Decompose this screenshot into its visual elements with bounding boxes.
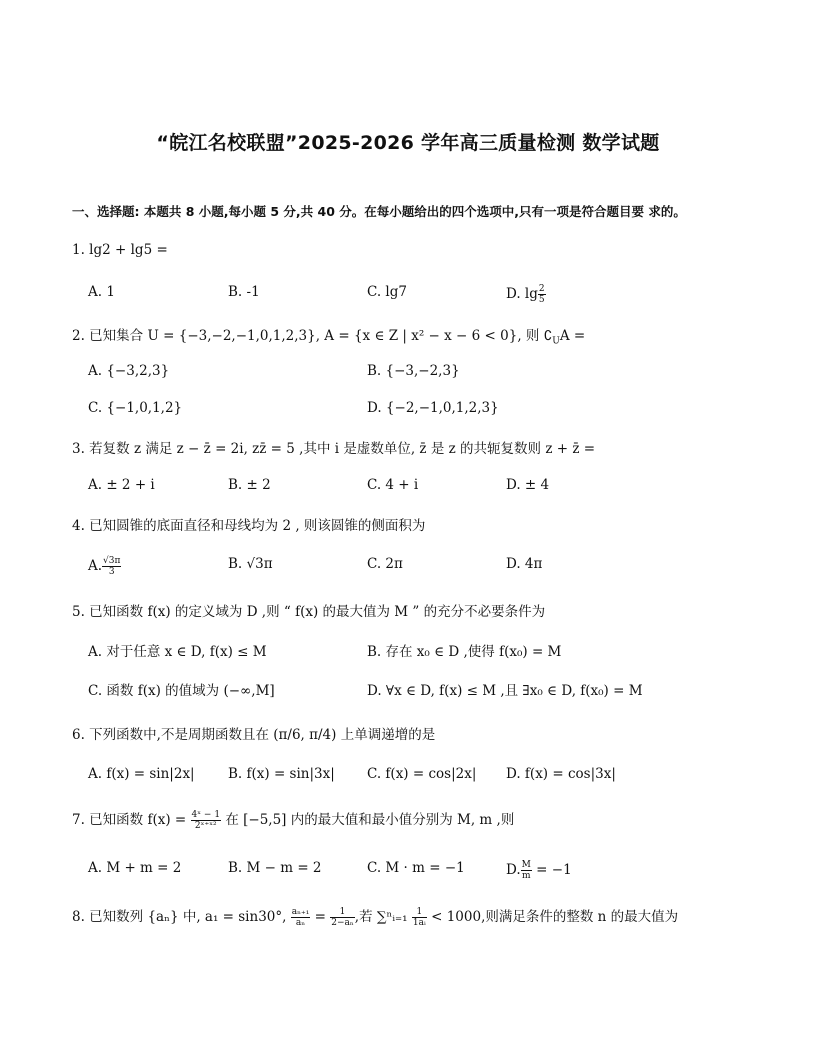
question-3-options — [88, 477, 768, 499]
section-heading: 一、选择题: 本题共 8 小题,每小题 5 分,共 40 分。在每小题给出的四个选项中,只有一项是符合题目要 求的。 — [72, 204, 686, 219]
q4-option-c: C. 2π — [367, 556, 403, 572]
question-5-options-row-1 — [88, 640, 768, 662]
question-3-stem: 3. 若复数 z 满足 z − z̄ = 2i, zz̄ = 5 ,其中 i 是虚数单位, z̄ 是 z 的共轭复数则 z + z̄ = — [72, 441, 596, 457]
question-2-options-row-2 — [88, 400, 768, 422]
question-5-stem: 5. 已知函数 f(x) 的定义域为 D ,则 “ f(x) 的最大值为 M ” 的充分不必要条件为 — [72, 604, 546, 620]
question-5-options-row-2 — [88, 679, 768, 701]
q6-option-c: C. f(x) = cos|2x| — [367, 766, 477, 782]
q6-option-b: B. f(x) = sin|3x| — [228, 766, 335, 782]
question-6-options — [88, 766, 768, 788]
question-4-options — [88, 556, 768, 578]
q5-option-d: D. ∀x ∈ D, f(x) ≤ M ,且 ∃x₀ ∈ D, f(x₀) = M — [367, 683, 643, 699]
q6-option-a: A. f(x) = sin|2x| — [88, 766, 195, 782]
q1-option-c: C. lg7 — [367, 284, 407, 300]
q5-option-c: C. 函数 f(x) 的值域为 (−∞,M] — [88, 683, 275, 699]
q3-option-a: A. ± 2 + i — [88, 477, 155, 493]
q5-option-b: B. 存在 x₀ ∈ D ,使得 f(x₀) = M — [367, 644, 562, 660]
q1-option-d: D. lg $\frac{2}{5}$ — [506, 284, 545, 305]
question-7-stem: 7. 已知函数 f(x) = $\frac{\text{4ˣ − 1}}{\text{2ˣ⁺ˣ²}}$ 在 [−5,5] 内的最大值和最小值分别为 M, m ,则 — [72, 810, 515, 831]
q4-option-d: D. 4π — [506, 556, 543, 572]
q3-option-c: C. 4 + i — [367, 477, 419, 493]
page-title: “皖江名校联盟”2025-2026 学年高三质量检测 数学试题 — [156, 132, 660, 154]
question-7-options — [88, 860, 768, 882]
q6-option-d: D. f(x) = cos|3x| — [506, 766, 616, 782]
q4-option-a: A. $\frac{√3\pi}{3}$ — [88, 556, 121, 577]
question-2-stem: 2. 已知集合 U = {−3,−2,−1,0,1,2,3}, A = {x ∈ Z | x² − x − 6 < 0}, 则 $∁_UA$ = — [72, 328, 586, 347]
q4-option-b: B. √3π — [228, 556, 273, 572]
q2-option-a: A. {−3,2,3} — [88, 363, 170, 379]
q7-option-a: A. M + m = 2 — [88, 860, 182, 876]
q5-option-a: A. 对于任意 x ∈ D, f(x) ≤ M — [88, 644, 267, 660]
q2-option-c: C. {−1,0,1,2} — [88, 400, 183, 416]
q3-option-b: B. ± 2 — [228, 477, 271, 493]
q7-option-d: D. $\frac{M}{m}$ = −1 — [506, 860, 572, 881]
q1-option-b: B. -1 — [228, 284, 260, 300]
question-4-stem: 4. 已知圆锥的底面直径和母线均为 2 , 则该圆锥的侧面积为 — [72, 518, 426, 534]
question-1-options — [88, 284, 768, 306]
q2-option-b: B. {−3,−2,3} — [367, 363, 460, 379]
question-8-stem: 8. 已知数列 {aₙ} 中, a₁ = sin30°, $\frac{\text{aₙ₊₁}}{\text{aₙ}}$ = $\frac{1}{\text{2−aₙ}}$ ,若 ∑ⁿᵢ₌₁ $\frac{1}{\text{1aᵢ}}$ < 1000,则满足条件的整数 n 的最大值为 — [72, 907, 679, 928]
q1-option-a: A. 1 — [88, 284, 115, 300]
question-6-stem: 6. 下列函数中,不是周期函数且在 (π/6, π/4) 上单调递增的是 — [72, 727, 436, 743]
question-2-options-row-1 — [88, 363, 768, 385]
q2-option-d: D. {−2,−1,0,1,2,3} — [367, 400, 499, 416]
question-1-stem: 1. lg2 + lg5 = — [72, 242, 168, 258]
function-fraction: $\frac{\text{4ˣ − 1}}{\text{2ˣ⁺ˣ²}}$ — [191, 810, 221, 831]
interval-expression: (π/6, π/4) — [273, 727, 337, 743]
q3-option-d: D. ± 4 — [506, 477, 550, 493]
q7-option-b: B. M − m = 2 — [228, 860, 322, 876]
q7-option-c: C. M · m = −1 — [367, 860, 465, 876]
